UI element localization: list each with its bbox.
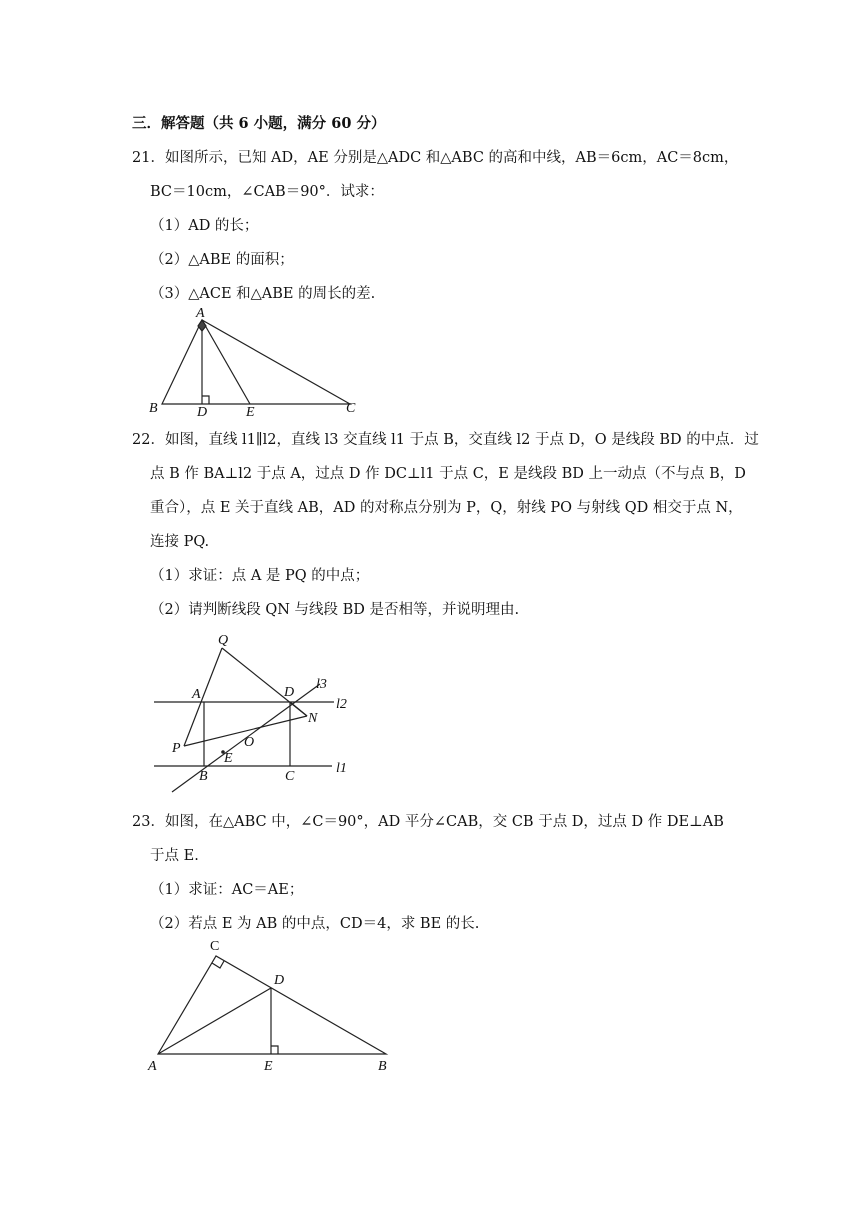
- label-c: C: [346, 401, 356, 416]
- problem-23-part-2: （2）若点 E 为 AB 的中点，CD＝4，求 BE 的长.: [150, 916, 480, 932]
- label-p: P: [172, 741, 181, 756]
- bisector-ad: [158, 988, 271, 1054]
- problem-22-line-2: 点 B 作 BA⊥l2 于点 A，过点 D 作 DC⊥l1 于点 C，E 是线段 BD 上一动点（不与点 B，D: [150, 466, 746, 482]
- median-ae: [202, 320, 250, 404]
- right-angle-mark-e: [271, 1046, 278, 1054]
- problem-22-line-4: 连接 PQ.: [150, 534, 210, 550]
- label-l1: l1: [336, 761, 347, 776]
- label-b: B: [199, 769, 208, 784]
- label-e: E: [224, 751, 233, 766]
- label-e: E: [246, 405, 255, 418]
- problem-23-part-1: （1）求证：AC＝AE；: [150, 882, 304, 898]
- label-d: D: [197, 405, 208, 418]
- problem-22-part-2: （2）请判断线段 QN 与线段 BD 是否相等，并说明理由.: [150, 602, 520, 618]
- problem-21-part-1: （1）AD 的长；: [150, 218, 259, 234]
- label-d: D: [284, 685, 295, 700]
- problem-21-part-2: （2）△ABE 的面积；: [150, 252, 294, 268]
- right-angle-mark-d: [202, 396, 209, 404]
- problem-21-part-3: （3）△ACE 和△ABE 的周长的差.: [150, 286, 376, 302]
- section-title: 三．解答题（共 6 小题，满分 60 分）: [132, 115, 386, 132]
- label-e: E: [264, 1059, 273, 1074]
- problem-22-line-1: 22．如图，直线 l1∥l2，直线 l3 交直线 l1 于点 B，交直线 l2 于点 D，O 是线段 BD 的中点．过: [132, 432, 759, 448]
- label-l3: l3: [316, 677, 327, 692]
- problem-21-line-1: 21．如图所示，已知 AD，AE 分别是△ADC 和△ABC 的高和中线，AB＝6cm，AC＝8cm，: [132, 150, 739, 166]
- problem-22-figure: [150, 628, 370, 796]
- label-b: B: [378, 1059, 387, 1074]
- label-o: O: [244, 735, 255, 750]
- problem-21-figure: [140, 306, 380, 418]
- problem-21-line-2: BC＝10cm，∠CAB＝90°．试求：: [150, 184, 384, 200]
- label-c: C: [210, 939, 220, 954]
- segment-dn: [290, 702, 307, 716]
- label-b: B: [149, 401, 158, 416]
- label-l2: l2: [336, 697, 347, 712]
- label-a: A: [192, 687, 201, 702]
- problem-23-figure: [140, 934, 400, 1078]
- label-a: A: [148, 1059, 157, 1074]
- label-q: Q: [218, 633, 229, 648]
- problem-22-line-3: 重合），点 E 关于直线 AB，AD 的对称点分别为 P，Q，射线 PO 与射线 QD 相交于点 N，: [150, 500, 743, 516]
- right-angle-mark-c: [212, 961, 224, 968]
- label-d: D: [274, 973, 285, 988]
- problem-22-part-1: （1）求证：点 A 是 PQ 的中点；: [150, 568, 370, 584]
- label-n: N: [308, 711, 318, 726]
- problem-23-line-1: 23．如图，在△ABC 中，∠C＝90°，AD 平分∠CAB，交 CB 于点 D，过点 D 作 DE⊥AB: [132, 814, 724, 830]
- label-c: C: [285, 769, 295, 784]
- problem-23-line-2: 于点 E.: [150, 848, 199, 864]
- triangle-abc: [158, 956, 386, 1054]
- segment-pq: [184, 648, 222, 746]
- label-a: A: [196, 306, 205, 321]
- triangle-abc: [162, 320, 350, 404]
